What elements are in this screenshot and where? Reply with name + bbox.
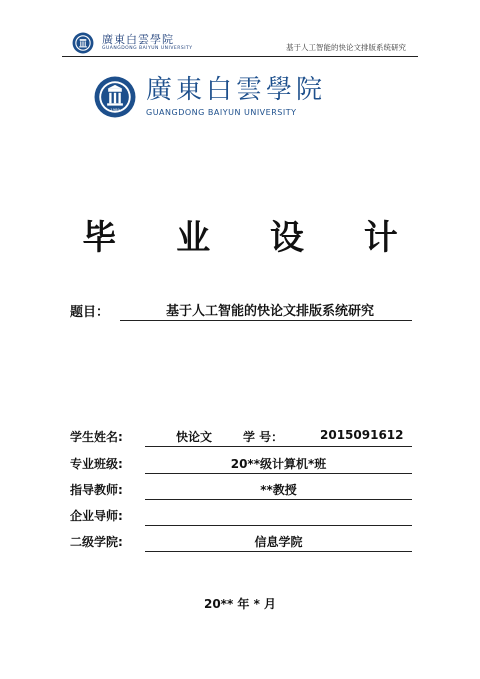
student-id-value: 2015091612 [320, 428, 404, 442]
university-logo [94, 76, 326, 118]
university-seal-icon [94, 76, 136, 118]
college-value: 信息学院 [254, 535, 303, 549]
company-advisor-underline [145, 525, 412, 526]
student-row-underline [145, 446, 412, 447]
class-value: 20**级计算机*班 [230, 457, 327, 471]
student-name-value: 快论文 [176, 430, 213, 444]
college-label: 二级学院: [70, 535, 123, 549]
class-label: 专业班级: [70, 457, 123, 471]
advisor-value: **教授 [260, 483, 297, 497]
page-title: 毕 业 设 计 [82, 218, 422, 258]
header-rule [62, 56, 418, 57]
topic-underline [120, 320, 412, 321]
company-advisor-label: 企业导师: [70, 509, 123, 523]
topic-value: 基于人工智能的快论文排版系统研究 [165, 304, 374, 319]
student-id-label: 学 号： [243, 430, 284, 444]
seal-year: 1989 [110, 108, 120, 113]
student-name-label: 学生姓名: [70, 430, 123, 444]
class-underline [145, 473, 412, 474]
advisor-underline [145, 499, 412, 500]
university-seal-icon [72, 32, 94, 54]
date-line: 20** 年 * 月 [203, 597, 277, 611]
advisor-label: 指导教师: [70, 483, 123, 497]
header-logo [72, 32, 193, 54]
college-underline [145, 551, 412, 552]
header-logo-en: GUANGDONG BAIYUN UNIVERSITY [102, 46, 193, 52]
university-name-en: GUANGDONG BAIYUN UNIVERSITY [146, 108, 297, 117]
topic-label: 题目： [70, 305, 110, 320]
header-logo-cn: 廣東白雲學院 [102, 33, 174, 47]
header-title: 基于人工智能的快论文排版系统研究 [286, 43, 406, 52]
university-name-cn: 廣東白雲學院 [146, 75, 327, 105]
